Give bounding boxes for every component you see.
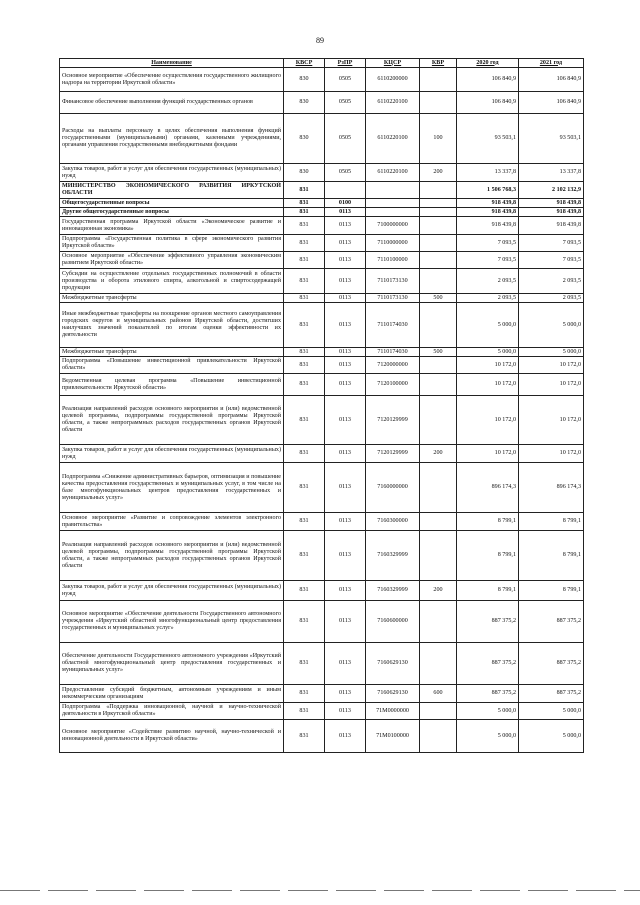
table-cell-name: Финансовое обеспечение выполнения функций государственных органов: [60, 92, 284, 114]
table-cell-name: Субсидии на осуществление отдельных государственных полномочий в области производства и оборота этилового спирта, алкогольной и спиртосодержащей продукции: [60, 269, 284, 294]
table-cell-name: Предоставление субсидий бюджетным, автономным учреждениям и иным некоммерческим организациям: [60, 685, 284, 703]
table-cell-name: Подпрограмма «Повышение инвестиционной привлекательности Иркутской области»: [60, 357, 284, 374]
table-cell-kvsr: 831: [284, 513, 325, 531]
table-row: [60, 463, 584, 513]
header-kvr: КВР: [420, 59, 457, 68]
table-cell-rzpr: 0113: [325, 463, 366, 513]
table-cell-2021: 93 503,1: [519, 114, 584, 164]
table-cell-rzpr: 0505: [325, 92, 366, 114]
table-cell-2021: 2 102 132,9: [519, 182, 584, 199]
table-row: [60, 164, 584, 182]
table-cell-2021: 106 840,9: [519, 68, 584, 92]
table-cell-rzpr: 0113: [325, 643, 366, 685]
table-row: [60, 348, 584, 357]
table-cell-kcsr: 6110200000: [366, 68, 420, 92]
table-cell-kcsr: 7160600000: [366, 601, 420, 643]
table-cell-rzpr: 0505: [325, 164, 366, 182]
table-cell-kvr: [420, 513, 457, 531]
table-row: [60, 720, 584, 753]
table-cell-2020: 918 439,8: [457, 217, 519, 235]
table-row: [60, 703, 584, 720]
table-row: [60, 269, 584, 294]
table-cell-kcsr: 7160329999: [366, 531, 420, 581]
table-cell-name: Основное мероприятие «Обеспечение деятельности Государственного автономного учреждения «Иркутский областной многофункциональный центр предоставления государственных и муниципальных услуг»: [60, 601, 284, 643]
table-cell-kvr: 600: [420, 685, 457, 703]
table-cell-rzpr: 0505: [325, 68, 366, 92]
table-cell-rzpr: 0113: [325, 581, 366, 601]
table-cell-2021: 887 375,2: [519, 685, 584, 703]
table-cell-kcsr: 6110220100: [366, 92, 420, 114]
table-cell-kcsr: 6110220100: [366, 164, 420, 182]
table-cell-kvsr: 831: [284, 357, 325, 374]
table-cell-kvsr: 830: [284, 164, 325, 182]
table-cell-kvsr: 831: [284, 269, 325, 294]
table-cell-kcsr: 71М0100000: [366, 720, 420, 753]
table-row: [60, 531, 584, 581]
table-cell-kvsr: 831: [284, 235, 325, 252]
table-cell-kvr: [420, 643, 457, 685]
table-cell-kcsr: 7110174030: [366, 348, 420, 357]
table-cell-rzpr: 0113: [325, 357, 366, 374]
table-cell-name: МИНИСТЕРСТВО ЭКОНОМИЧЕСКОГО РАЗВИТИЯ ИРКУТСКОЙ ОБЛАСТИ: [60, 182, 284, 199]
table-cell-2021: 918 439,8: [519, 199, 584, 208]
table-cell-kcsr: 71М0000000: [366, 703, 420, 720]
table-cell-kvr: [420, 252, 457, 269]
table-cell-2020: 5 000,0: [457, 720, 519, 753]
table-cell-rzpr: 0113: [325, 348, 366, 357]
table-cell-2020: 7 093,5: [457, 252, 519, 269]
page-number: 89: [316, 36, 324, 45]
header-kvsr: КВСР: [284, 59, 325, 68]
table-cell-2020: 918 439,8: [457, 208, 519, 217]
table-row: [60, 235, 584, 252]
table-cell-kcsr: 7110173130: [366, 269, 420, 294]
table-cell-2021: 13 337,8: [519, 164, 584, 182]
table-cell-2021: 10 172,0: [519, 445, 584, 463]
table-cell-kcsr: 7160329999: [366, 581, 420, 601]
table-cell-name: Закупка товаров, работ и услуг для обеспечения государственных (муниципальных) нужд: [60, 164, 284, 182]
table-cell-kcsr: [366, 182, 420, 199]
table-cell-kvr: [420, 68, 457, 92]
table-cell-kvr: 100: [420, 114, 457, 164]
table-cell-kcsr: 7120129999: [366, 445, 420, 463]
table-row: [60, 374, 584, 396]
table-row: [60, 252, 584, 269]
table-cell-rzpr: 0113: [325, 252, 366, 269]
table-row: [60, 445, 584, 463]
table-cell-kvr: [420, 601, 457, 643]
table-cell-kcsr: 7110174030: [366, 303, 420, 348]
table-cell-rzpr: 0113: [325, 235, 366, 252]
table-cell-2020: 10 172,0: [457, 445, 519, 463]
table-cell-2021: 918 439,8: [519, 208, 584, 217]
table-row: [60, 182, 584, 199]
table-cell-kvsr: 831: [284, 374, 325, 396]
header-rzpr: РзПР: [325, 59, 366, 68]
table-cell-2020: 5 000,0: [457, 303, 519, 348]
table-cell-kvsr: 831: [284, 581, 325, 601]
table-cell-2020: 10 172,0: [457, 396, 519, 445]
table-cell-kvr: [420, 235, 457, 252]
table-cell-name: Подпрограмма «Поддержка инновационной, научной и научно-технической деятельности в Иркутской области»: [60, 703, 284, 720]
table-cell-kcsr: 7120100000: [366, 374, 420, 396]
table-row: [60, 581, 584, 601]
table-cell-kcsr: 7110100000: [366, 252, 420, 269]
table-cell-2020: 10 172,0: [457, 357, 519, 374]
table-cell-rzpr: 0100: [325, 199, 366, 208]
table-cell-2021: 2 093,5: [519, 269, 584, 294]
table-cell-kvr: [420, 357, 457, 374]
table-cell-2020: 8 799,1: [457, 581, 519, 601]
table-cell-name: Закупка товаров, работ и услуг для обеспечения государственных (муниципальных) нужд: [60, 581, 284, 601]
table-cell-2021: 887 375,2: [519, 643, 584, 685]
table-cell-name: Межбюджетные трансферты: [60, 294, 284, 303]
table-cell-name: Реализация направлений расходов основного мероприятия и (или) ведомственной целевой программы, подпрограммы государственной программы Иркутской области, а также непрограммных расходов государственных органов Иркутской области: [60, 531, 284, 581]
table-cell-kvsr: 830: [284, 68, 325, 92]
table-cell-2021: 8 799,1: [519, 531, 584, 581]
table-cell-kvsr: 831: [284, 396, 325, 445]
table-cell-kcsr: 7160300000: [366, 513, 420, 531]
table-cell-name: Государственная программа Иркутской области «Экономическое развитие и инновационная экономика»: [60, 217, 284, 235]
table-cell-kcsr: 7120000000: [366, 357, 420, 374]
table-cell-kvsr: 830: [284, 114, 325, 164]
table-row: [60, 114, 584, 164]
table-cell-kcsr: 6110220100: [366, 114, 420, 164]
table-cell-kvsr: 831: [284, 601, 325, 643]
table-cell-2020: 5 000,0: [457, 348, 519, 357]
table-cell-2021: 2 093,5: [519, 294, 584, 303]
table-cell-kcsr: [366, 199, 420, 208]
table-cell-rzpr: 0113: [325, 531, 366, 581]
table-cell-kvsr: 831: [284, 217, 325, 235]
table-row: [60, 294, 584, 303]
table-cell-kvr: 200: [420, 445, 457, 463]
table-cell-kvsr: 831: [284, 348, 325, 357]
table-cell-rzpr: 0505: [325, 114, 366, 164]
table-cell-2021: 5 000,0: [519, 348, 584, 357]
table-header-row: [60, 59, 584, 68]
table-cell-kvsr: 831: [284, 643, 325, 685]
table-row: [60, 68, 584, 92]
table-cell-name: Основное мероприятие «Обеспечение осуществления государственного жилищного надзора на территории Иркутской области»: [60, 68, 284, 92]
table-cell-kvr: [420, 303, 457, 348]
table-cell-kvr: [420, 703, 457, 720]
table-cell-2021: 5 000,0: [519, 720, 584, 753]
table-cell-2020: 918 439,8: [457, 199, 519, 208]
table-cell-rzpr: [325, 182, 366, 199]
table-cell-2021: 8 799,1: [519, 513, 584, 531]
table-cell-2020: 887 375,2: [457, 643, 519, 685]
page-bottom-edge: [0, 890, 640, 891]
table-cell-2021: 7 093,5: [519, 252, 584, 269]
table-cell-kvr: [420, 269, 457, 294]
table-cell-kvsr: 831: [284, 182, 325, 199]
table-cell-name: Подпрограмма «Государственная политика в сфере экономического развития Иркутской области»: [60, 235, 284, 252]
table-row: [60, 199, 584, 208]
table-cell-rzpr: 0113: [325, 445, 366, 463]
table-cell-2021: 8 799,1: [519, 581, 584, 601]
table-cell-2020: 2 093,5: [457, 294, 519, 303]
table-cell-2020: 8 799,1: [457, 513, 519, 531]
table-cell-kcsr: 7120129999: [366, 396, 420, 445]
table-row: [60, 92, 584, 114]
table-cell-kcsr: [366, 208, 420, 217]
table-cell-kvr: 200: [420, 581, 457, 601]
table-cell-2021: 5 000,0: [519, 303, 584, 348]
table-cell-2020: 7 093,5: [457, 235, 519, 252]
table-cell-rzpr: 0113: [325, 217, 366, 235]
table-cell-kvr: [420, 396, 457, 445]
table-cell-kcsr: 7160629130: [366, 643, 420, 685]
table-row: [60, 601, 584, 643]
table-cell-name: Подпрограмма «Снижение административных барьеров, оптимизация и повышение качества предоставления государственных и муниципальных услуг, в том числе на базе многофункциональных центров предоставления государственных и муниципальных услуг»: [60, 463, 284, 513]
table-cell-kvsr: 831: [284, 463, 325, 513]
table-cell-kcsr: 7160629130: [366, 685, 420, 703]
table-cell-name: Расходы на выплаты персоналу в целях обеспечения выполнения функций государственными (муниципальными) органами, казенными учреждениями, органами управления государственными внебюджетными фондами: [60, 114, 284, 164]
table-cell-2020: 887 375,2: [457, 685, 519, 703]
table-cell-2021: 7 093,5: [519, 235, 584, 252]
table-cell-2020: 896 174,3: [457, 463, 519, 513]
table-cell-kvr: [420, 199, 457, 208]
table-cell-2020: 5 000,0: [457, 703, 519, 720]
table-cell-kvr: [420, 374, 457, 396]
table-cell-rzpr: 0113: [325, 703, 366, 720]
table-cell-2021: 887 375,2: [519, 601, 584, 643]
table-row: [60, 217, 584, 235]
table-cell-rzpr: 0113: [325, 294, 366, 303]
table-cell-rzpr: 0113: [325, 685, 366, 703]
table-row: [60, 303, 584, 348]
table-cell-rzpr: 0113: [325, 513, 366, 531]
table-cell-name: Основное мероприятие «Содействие развитию научной, научно-технической и инновационной деятельности в Иркутской области»: [60, 720, 284, 753]
table-cell-2020: 93 503,1: [457, 114, 519, 164]
table-cell-kvsr: 831: [284, 252, 325, 269]
table-cell-kvsr: 831: [284, 703, 325, 720]
table-cell-name: Иные межбюджетные трансферты на поощрение органов местного самоуправления городских округов и муниципальных районов Иркутской области, достигших наилучших значений показателей по итогам оценки эффективности их деятельности: [60, 303, 284, 348]
header-name: Наименование: [60, 59, 284, 68]
table-cell-2020: 13 337,8: [457, 164, 519, 182]
table-cell-2020: 1 506 768,3: [457, 182, 519, 199]
table-cell-kcsr: 7110173130: [366, 294, 420, 303]
table-cell-2020: 8 799,1: [457, 531, 519, 581]
table-cell-rzpr: 0113: [325, 374, 366, 396]
table-row: [60, 357, 584, 374]
table-cell-kvr: [420, 92, 457, 114]
table-cell-2021: 10 172,0: [519, 396, 584, 445]
table-cell-rzpr: 0113: [325, 601, 366, 643]
table-cell-name: Другие общегосударственные вопросы: [60, 208, 284, 217]
table-cell-name: Реализация направлений расходов основного мероприятия и (или) ведомственной целевой программы, подпрограммы государственной программы Иркутской области, а также непрограммных расходов государственных органов Иркутской области: [60, 396, 284, 445]
table-cell-rzpr: 0113: [325, 303, 366, 348]
table-cell-kcsr: 7100000000: [366, 217, 420, 235]
table-cell-kvr: 200: [420, 164, 457, 182]
table-cell-kvsr: 831: [284, 445, 325, 463]
table-row: [60, 643, 584, 685]
table-cell-2021: 896 174,3: [519, 463, 584, 513]
table-cell-kvsr: 831: [284, 303, 325, 348]
table-cell-kvsr: 831: [284, 294, 325, 303]
table-cell-kvr: [420, 463, 457, 513]
table-cell-name: Основное мероприятие «Развитие и сопровождение элементов электронного правительства»: [60, 513, 284, 531]
table-cell-kvsr: 831: [284, 720, 325, 753]
table-cell-kcsr: 7110000000: [366, 235, 420, 252]
header-2020: 2020 год: [457, 59, 519, 68]
header-2021: 2021 год: [519, 59, 584, 68]
table-cell-kvr: 500: [420, 294, 457, 303]
table-row: [60, 685, 584, 703]
table-row: [60, 513, 584, 531]
table-cell-name: Ведомственная целевая программа «Повышение инвестиционной привлекательности Иркутской области»: [60, 374, 284, 396]
table-cell-kvsr: 830: [284, 92, 325, 114]
table-row: [60, 208, 584, 217]
table-cell-2021: 10 172,0: [519, 357, 584, 374]
table-cell-2021: 10 172,0: [519, 374, 584, 396]
table-cell-kvr: [420, 531, 457, 581]
table-cell-rzpr: 0113: [325, 396, 366, 445]
table-cell-kvr: [420, 217, 457, 235]
table-cell-rzpr: 0113: [325, 269, 366, 294]
table-cell-2020: 106 840,9: [457, 92, 519, 114]
table-cell-kvr: [420, 208, 457, 217]
table-cell-2020: 10 172,0: [457, 374, 519, 396]
header-kcsr: КЦСР: [366, 59, 420, 68]
table-cell-rzpr: 0113: [325, 720, 366, 753]
table-cell-kvr: [420, 720, 457, 753]
table-cell-kvr: 500: [420, 348, 457, 357]
table-cell-name: Межбюджетные трансферты: [60, 348, 284, 357]
table-cell-2021: 106 840,9: [519, 92, 584, 114]
table-cell-2020: 887 375,2: [457, 601, 519, 643]
table-cell-name: Основное мероприятие «Обеспечение эффективного управления экономическим развитием Иркутской области»: [60, 252, 284, 269]
table-cell-kcsr: 7160000000: [366, 463, 420, 513]
table-cell-2021: 918 439,8: [519, 217, 584, 235]
table-cell-rzpr: 0113: [325, 208, 366, 217]
table-cell-name: Обеспечение деятельности Государственного автономного учреждения «Иркутский областной многофункциональный центр предоставления государственных и муниципальных услуг»: [60, 643, 284, 685]
table-cell-kvsr: 831: [284, 199, 325, 208]
table-cell-2020: 2 093,5: [457, 269, 519, 294]
table-cell-kvr: [420, 182, 457, 199]
budget-table: [59, 58, 584, 753]
table-cell-name: Закупка товаров, работ и услуг для обеспечения государственных (муниципальных) нужд: [60, 445, 284, 463]
table-cell-2021: 5 000,0: [519, 703, 584, 720]
table-cell-kvsr: 831: [284, 208, 325, 217]
table-cell-kvsr: 831: [284, 531, 325, 581]
table-row: [60, 396, 584, 445]
table-cell-2020: 106 840,9: [457, 68, 519, 92]
table-cell-name: Общегосударственные вопросы: [60, 199, 284, 208]
table-cell-kvsr: 831: [284, 685, 325, 703]
